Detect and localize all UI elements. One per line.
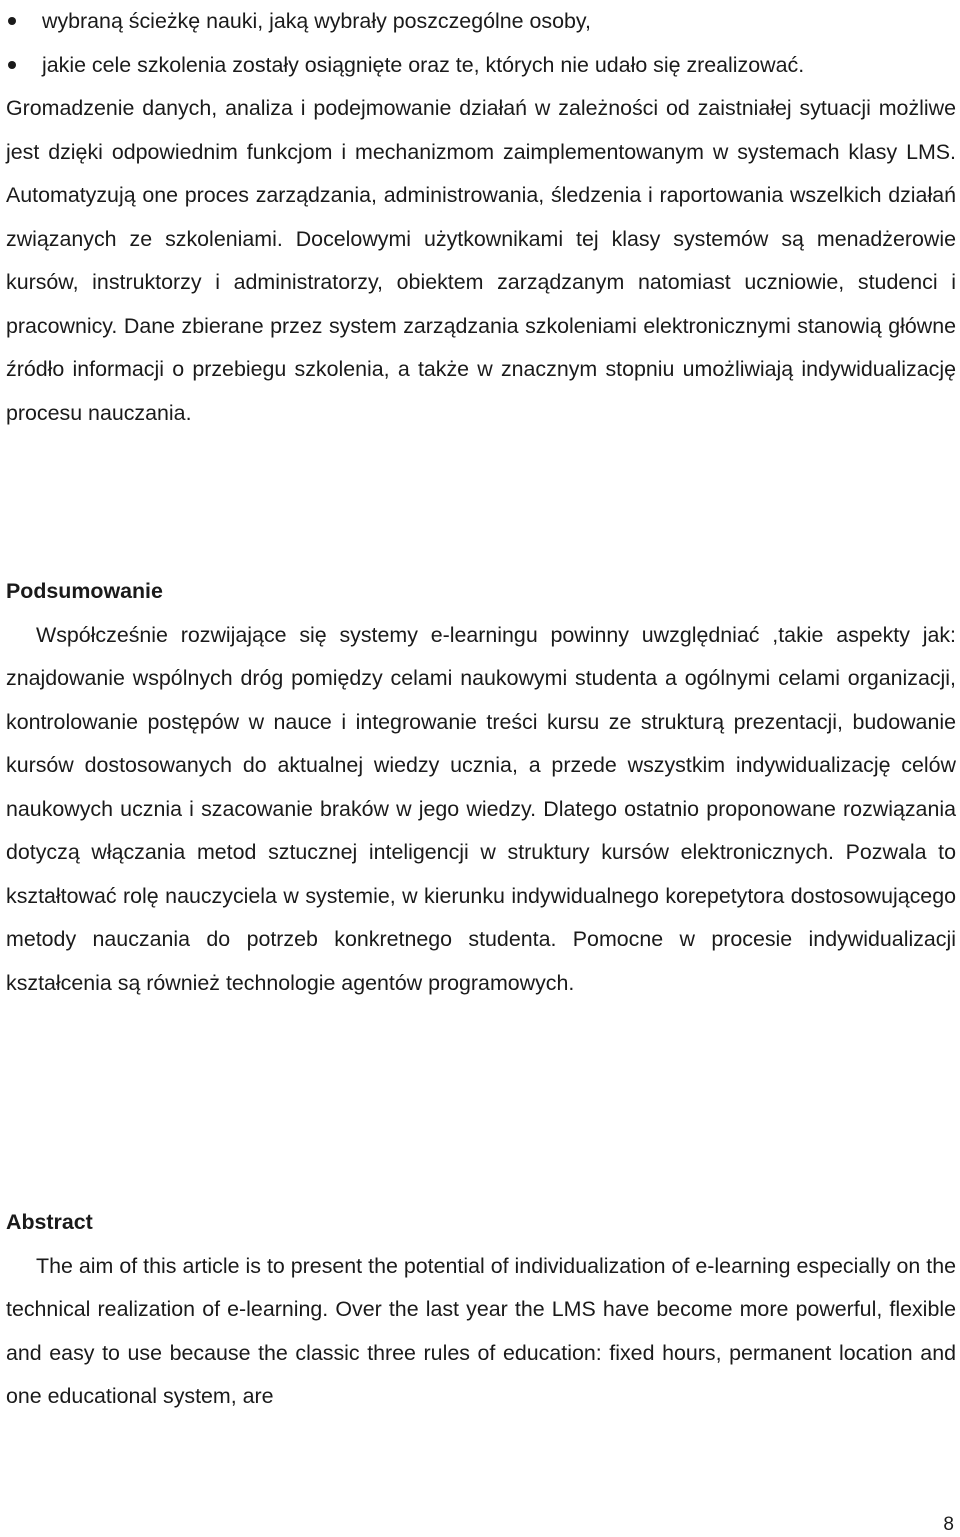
summary-paragraph: Współcześnie rozwijające się systemy e-learningu powinny uwzględniać ,takie aspekty jak: znajdowanie wspólnych dróg pomiędzy celami naukowymi studenta a ogólnymi celami organizacji, kontrolowanie postępów w nauce i integrowanie treści kursu ze strukturą prezentacji, budowanie kursów dostosowanych do aktualnej wiedzy ucznia, a przede wszystkim indywidualizację celów naukowych ucznia i szacowanie braków w jego wiedzy. Dlatego ostatnio proponowane rozwiązania dotyczą włączania metod sztucznej inteligencji w struktury kursów elektronicznych. Pozwala to kształtować rolę nauczyciela w systemie, w kierunku indywidualnego korepetytora dostosowującego metody nauczania do potrzeb konkretnego studenta. Pomocne w procesie indywidualizacji kształcenia są również technologie agentów programowych. xyxy=(6,622,956,995)
bullet-text: jakie cele szkolenia zostały osiągnięte oraz te, których nie udało się zrealizować. xyxy=(42,52,805,77)
summary-section xyxy=(6,570,956,1005)
page-number: 8 xyxy=(943,1514,954,1535)
abstract-paragraph: The aim of this article is to present the potential of individualization of e-learning especially on the technical realization of e-learning. Over the last year the LMS have become more powerful, flexible and easy to use because the classic three rules of education: fixed hours, permanent location and one educational system, are xyxy=(6,1253,956,1408)
intro-section xyxy=(6,0,956,435)
summary-heading: Podsumowanie xyxy=(6,579,163,603)
bullet-item xyxy=(6,0,956,44)
bullet-text: wybraną ścieżkę nauki, jaką wybrały poszczególne osoby, xyxy=(42,9,591,33)
abstract-heading: Abstract xyxy=(6,1210,93,1234)
bullet-icon xyxy=(8,61,16,69)
abstract-section xyxy=(6,1201,956,1419)
bullet-item xyxy=(6,44,956,88)
bullet-list xyxy=(6,0,956,87)
bullet-icon xyxy=(8,17,16,25)
document-page xyxy=(6,0,956,1408)
intro-paragraph: Gromadzenie danych, analiza i podejmowanie działań w zależności od zaistniałej sytuacji możliwe jest dzięki odpowiednim funkcjom i mechanizmom zaimplementowanym w systemach klasy LMS. Automatyzują one proces zarządzania, administrowania, śledzenia i raportowania wszelkich działań związanych ze szkoleniami. Docelowymi użytkownikami tej klasy systemów są menadżerowie kursów, instruktorzy i administratorzy, obiektem zarządzanym natomiast uczniowie, studenci i pracownicy. Dane zbierane przez system zarządzania szkoleniami elektronicznymi stanowią główne źródło informacji o przebiegu szkolenia, a także w znacznym stopniu umożliwiają indywidualizację procesu nauczania. xyxy=(6,96,956,425)
